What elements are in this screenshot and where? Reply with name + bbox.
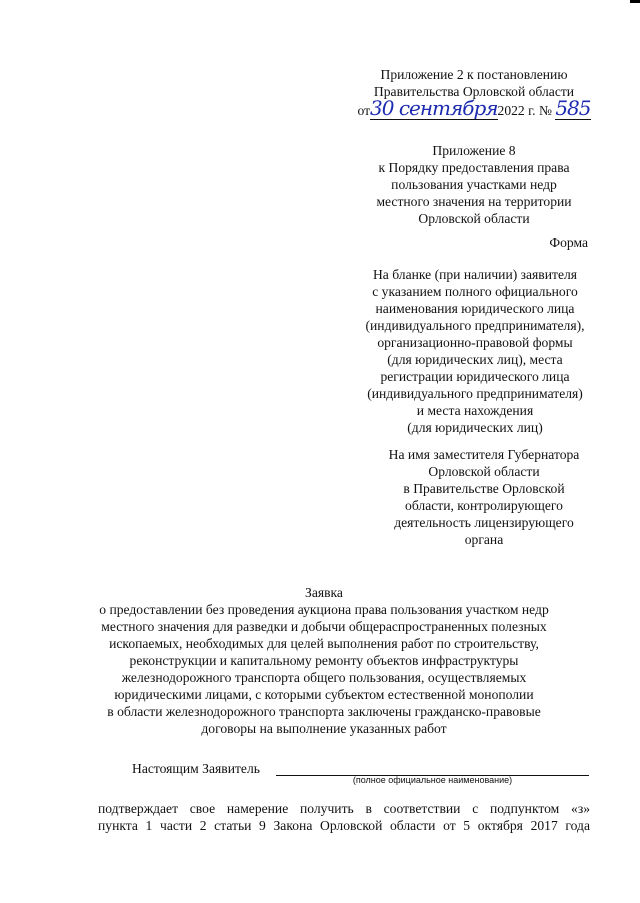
letterhead-line: регистрации юридического лица [380, 369, 570, 384]
application-title [88, 584, 560, 737]
addressee-line: в Правительстве Орловской [403, 481, 565, 496]
appendix-8-line: пользования участками недр [391, 177, 557, 192]
title-line: реконструкции и капитальному ремонту объектов инфраструктуры [129, 653, 519, 668]
addressee-line: органа [464, 532, 504, 547]
appendix-2-header [352, 66, 596, 120]
title-line: местного значения для разведки и добычи общераспространенных полезных [101, 619, 547, 634]
form-label: Форма [549, 235, 588, 250]
appendix-8-line: Орловской области [418, 211, 530, 226]
addressee-line: деятельность лицензирующего [394, 515, 574, 530]
appendix-8-header [352, 142, 596, 227]
scan-corner-mark [630, 0, 640, 3]
addressee-block [356, 446, 612, 548]
title-line: железнодорожного транспорта общего пользования, осуществляемых [121, 670, 527, 685]
title-line: о предоставлении без проведения аукциона права пользования участком недр [99, 602, 549, 617]
appendix-8-line: Приложение 8 [432, 143, 516, 158]
appendix-2-line: Приложение 2 к постановлению [380, 67, 568, 82]
addressee-line: Орловской области [428, 464, 540, 479]
appendix-8-line: местного значения на территории [376, 194, 572, 209]
number-field [555, 96, 591, 120]
applicant-field-caption: (полное официальное наименование) [352, 775, 513, 785]
letterhead-line: На бланке (при наличии) заявителя [372, 267, 578, 282]
appendix-2-line: Правительства Орловской области [373, 84, 575, 99]
handwritten-date: 30 сентября [370, 96, 498, 120]
letterhead-line: организационно-правовой формы [377, 335, 573, 350]
addressee-line: На имя заместителя Губернатора [388, 447, 580, 462]
title-heading: Заявка [305, 585, 343, 600]
letterhead-line: наименования юридического лица [375, 301, 575, 316]
letterhead-line: (для юридических лиц) [407, 420, 543, 435]
title-line: юридическими лицами, с которыми субъектом естественной монополии [114, 687, 534, 702]
title-line: договоры на выполнение указанных работ [201, 721, 447, 736]
letterhead-line: (индивидуального предпринимателя) [367, 386, 583, 401]
paragraph-line: пункта 1 части 2 статьи 9 Закона Орловской области от 5 октября 2017 года [98, 818, 590, 833]
letterhead-line: с указанием полного официального [372, 284, 578, 299]
paragraph-line: подтверждает свое намерение получить в соответствии с подпунктом «з» [98, 801, 590, 816]
title-line: ископаемых, необходимых для целей выполнения работ по строительству, [109, 636, 539, 651]
letterhead-line: (для юридических лиц), места [387, 352, 563, 367]
addressee-line: области, контролирующего [405, 498, 563, 513]
letterhead-line: (индивидуального предпринимателя), [365, 318, 585, 333]
letterhead-line: и места нахождения [416, 403, 534, 418]
date-prefix: от [357, 103, 371, 118]
date-suffix: 2022 г. № [497, 103, 552, 118]
letterhead-note [330, 266, 620, 436]
title-line: в области железнодорожного транспорта заключены гражданско-правовые [107, 704, 541, 719]
handwritten-number: 585 [555, 96, 591, 120]
applicant-label: Настоящим Заявитель [132, 761, 260, 776]
appendix-8-line: к Порядку предоставления права [378, 160, 570, 175]
body-paragraph [98, 800, 590, 834]
decree-date-line [352, 96, 596, 120]
date-field [370, 96, 498, 120]
